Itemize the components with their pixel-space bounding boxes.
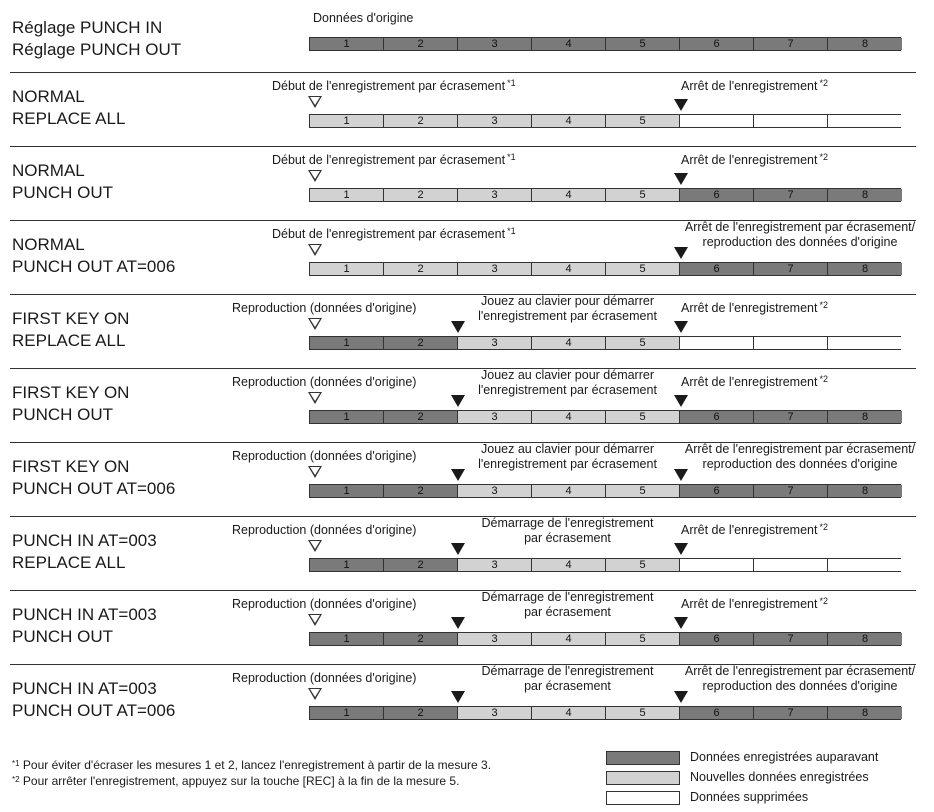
measure-segment: 2 [384,485,458,497]
measure-segment: 3 [458,38,532,50]
end-label [668,442,932,472]
measure-segment: 3 [458,115,532,127]
measure-segment: 8 [828,707,902,719]
row-title-line: Réglage PUNCH OUT [12,40,182,59]
start-marker-hollow-icon [308,392,322,404]
mode-row [0,146,934,220]
start-label-text: Reproduction (données d'origine) [232,671,417,685]
measure-segment [754,115,828,127]
start-label-text: Reproduction (données d'origine) [232,597,417,611]
start-marker-hollow-icon [308,96,322,108]
mid-label-line: Jouez au clavier pour démarrer [481,442,654,456]
start-label [232,301,416,316]
end-label [681,301,828,316]
end-label-text: Arrêt de l'enregistrement [681,523,818,537]
measure-segment: 6 [680,633,754,645]
measure-segment: 1 [310,485,384,497]
measure-segment: 2 [384,707,458,719]
measure-segment: 1 [310,115,384,127]
start-label-text: Début de l'enregistrement par écrasement [272,79,506,93]
start-label [272,227,516,242]
start-label-text: Reproduction (données d'origine) [232,449,417,463]
row-title-line: NORMAL [12,161,85,180]
row-title-line: PUNCH OUT AT=006 [12,479,176,498]
measure-segment: 2 [384,189,458,201]
measure-segment: 5 [606,633,680,645]
measure-bar [309,706,901,720]
footnote-ref: *2 [819,374,828,384]
row-title-line: PUNCH OUT AT=006 [12,701,176,720]
mode-row [0,220,934,294]
measure-segment: 4 [532,38,606,50]
start-label-text: Reproduction (données d'origine) [232,301,417,315]
start-label [272,79,516,94]
measure-segment: 2 [384,115,458,127]
end-label-text: Arrêt de l'enregistrement [681,79,818,93]
row-title [12,160,113,204]
end-label [681,597,828,612]
mid-label [460,516,675,546]
legend-swatch-del [606,791,680,805]
mode-row [0,72,934,146]
start-marker-hollow-icon [308,540,322,552]
start-label-text: Reproduction (données d'origine) [232,523,417,537]
start-label [232,671,416,686]
measure-segment: 3 [458,263,532,275]
mid-label [460,442,675,472]
row-title-line: PUNCH IN AT=003 [12,679,157,698]
end-label-line: reproduction des données d'origine [702,679,898,693]
measure-segment: 5 [606,559,680,571]
row-title-line: FIRST KEY ON [12,309,130,328]
legend-label: Nouvelles données enregistrées [690,770,869,784]
measure-segment: 3 [458,189,532,201]
end-label [681,153,828,168]
start-label-text: Début de l'enregistrement par écrasement [272,227,506,241]
mid-label-line: l'enregistrement par écrasement [478,309,657,323]
row-title-line: NORMAL [12,235,85,254]
footnote-text: Pour éviter d'écraser les mesures 1 et 2, lancez l'enregistrement à partir de la mesure 3. [19,758,492,772]
mode-row [0,516,934,590]
measure-bar [309,336,901,350]
row-title-line: PUNCH OUT [12,183,114,202]
measure-segment: 5 [606,189,680,201]
row-title [12,234,175,278]
start-marker-filled-icon [451,617,465,629]
measure-segment: 1 [310,559,384,571]
start-marker-filled-icon [451,321,465,333]
end-label [668,220,932,250]
mid-label-line: par écrasement [524,531,611,545]
measure-segment [680,559,754,571]
measure-segment: 8 [828,485,902,497]
measure-segment: 5 [606,411,680,423]
end-label-text: Arrêt de l'enregistrement [681,301,818,315]
measure-segment [754,559,828,571]
stop-marker-filled-icon [674,469,688,481]
row-title-line: Réglage PUNCH IN [12,18,163,37]
measure-segment: 2 [384,263,458,275]
end-label-line: Arrêt de l'enregistrement par écrasement/ [684,220,916,234]
measure-segment [828,559,902,571]
measure-bar [309,410,901,424]
stop-marker-filled-icon [674,691,688,703]
measure-segment: 4 [532,115,606,127]
legend-swatch-old [606,751,680,765]
measure-segment: 7 [754,189,828,201]
measure-segment: 6 [680,263,754,275]
start-marker-filled-icon [451,395,465,407]
measure-segment [828,337,902,349]
start-label [232,375,416,390]
start-marker-filled-icon [451,691,465,703]
measure-segment: 3 [458,485,532,497]
stop-marker-filled-icon [674,543,688,555]
stop-marker-filled-icon [674,99,688,111]
row-title-line: PUNCH OUT [12,405,114,424]
row-title-line: FIRST KEY ON [12,383,130,402]
mid-label-line: Démarrage de l'enregistrement [481,664,654,678]
measure-segment: 1 [310,38,384,50]
mid-label-line: par écrasement [524,679,611,693]
mid-label-line: Démarrage de l'enregistrement [481,516,654,530]
end-label-line: reproduction des données d'origine [702,457,898,471]
footnote-ref: *1 [507,226,516,236]
mid-label-line: l'enregistrement par écrasement [478,383,657,397]
measure-segment: 5 [606,485,680,497]
measure-segment: 1 [310,411,384,423]
mode-row [0,590,934,664]
measure-segment: 2 [384,38,458,50]
measure-segment: 6 [680,38,754,50]
measure-segment: 7 [754,707,828,719]
start-marker-filled-icon [451,543,465,555]
stop-marker-filled-icon [674,173,688,185]
start-marker-hollow-icon [308,318,322,330]
measure-segment: 2 [384,411,458,423]
mid-label [460,368,675,398]
row-title-line: PUNCH IN AT=003 [12,605,157,624]
measure-segment: 8 [828,633,902,645]
measure-segment: 1 [310,337,384,349]
mid-label [460,664,675,694]
footnote-ref: *2 [819,522,828,532]
measure-bar [309,114,901,128]
row-title-line: PUNCH OUT [12,627,114,646]
row-title [12,678,175,722]
mode-row [0,442,934,516]
start-label [232,523,416,538]
footnote-text: Pour arrêter l'enregistrement, appuyez sur la touche [REC] à la fin de la mesure 5. [19,774,460,788]
measure-segment: 4 [532,633,606,645]
legend-label: Données supprimées [690,790,809,804]
measure-bar [309,37,901,51]
measure-segment: 6 [680,485,754,497]
row-title [12,17,181,61]
measure-bar [309,262,901,276]
row-title [12,382,129,426]
measure-segment: 2 [384,337,458,349]
footnote-ref: *2 [819,152,828,162]
footnote-ref: *1 [507,152,516,162]
row-title-line: REPLACE ALL [12,109,126,128]
measure-segment: 8 [828,38,902,50]
legend-swatch-new [606,771,680,785]
measure-segment: 4 [532,189,606,201]
measure-segment: 5 [606,707,680,719]
end-label-text: Arrêt de l'enregistrement [681,153,818,167]
row-title [12,86,125,130]
start-marker-hollow-icon [308,170,322,182]
measure-segment: 4 [532,485,606,497]
end-label [681,79,828,94]
mode-row [0,368,934,442]
footnote-ref: *1 [507,78,516,88]
stop-marker-filled-icon [674,247,688,259]
end-label-text: Arrêt de l'enregistrement [681,375,818,389]
measure-segment: 8 [828,189,902,201]
measure-segment: 5 [606,38,680,50]
end-label [668,664,932,694]
start-label [232,597,416,612]
measure-segment: 7 [754,633,828,645]
measure-segment: 1 [310,707,384,719]
start-marker-filled-icon [451,469,465,481]
stop-marker-filled-icon [674,395,688,407]
measure-segment: 4 [532,263,606,275]
mid-label-line: Jouez au clavier pour démarrer [481,368,654,382]
footnote-ref: *2 [819,300,828,310]
measure-segment: 2 [384,633,458,645]
measure-segment: 5 [606,337,680,349]
mid-label-line: Jouez au clavier pour démarrer [481,294,654,308]
row-title-line: PUNCH IN AT=003 [12,531,157,550]
measure-bar [309,484,901,498]
end-label-line: Arrêt de l'enregistrement par écrasement/ [684,442,916,456]
measure-segment: 6 [680,707,754,719]
measure-segment: 8 [828,411,902,423]
mid-label-line: Démarrage de l'enregistrement [481,590,654,604]
header-row [0,0,934,74]
measure-segment [828,115,902,127]
start-marker-hollow-icon [308,466,322,478]
measure-segment: 4 [532,707,606,719]
stop-marker-filled-icon [674,321,688,333]
measure-segment: 3 [458,707,532,719]
start-marker-hollow-icon [308,614,322,626]
row-title-line: REPLACE ALL [12,331,126,350]
mode-row [0,294,934,368]
footnote [12,774,459,789]
start-label-text: Reproduction (données d'origine) [232,375,417,389]
measure-segment: 1 [310,263,384,275]
measure-segment [680,115,754,127]
mid-label [460,294,675,324]
row-title-line: NORMAL [12,87,85,106]
row-title-line: REPLACE ALL [12,553,126,572]
measure-segment: 3 [458,337,532,349]
row-title [12,456,175,500]
measure-segment: 5 [606,115,680,127]
end-label [681,523,828,538]
measure-segment: 1 [310,633,384,645]
footnote [12,758,491,773]
measure-segment: 7 [754,38,828,50]
measure-segment: 4 [532,559,606,571]
original-data-caption: Données d'origine [313,11,414,25]
mode-row [0,664,934,738]
end-label [681,375,828,390]
measure-segment: 1 [310,189,384,201]
row-title [12,308,129,352]
measure-segment: 2 [384,559,458,571]
footnote-ref: *2 [819,596,828,606]
measure-segment: 4 [532,411,606,423]
measure-segment: 5 [606,263,680,275]
start-label [232,449,416,464]
row-separator [10,146,916,147]
end-label-line: reproduction des données d'origine [702,235,898,249]
start-label-text: Début de l'enregistrement par écrasement [272,153,506,167]
measure-segment: 7 [754,485,828,497]
measure-segment [754,337,828,349]
row-title [12,530,157,574]
start-marker-hollow-icon [308,244,322,256]
measure-segment [680,337,754,349]
footnote-mark: *1 [12,759,20,768]
stop-marker-filled-icon [674,617,688,629]
measure-segment: 4 [532,337,606,349]
start-marker-hollow-icon [308,688,322,700]
measure-segment: 3 [458,633,532,645]
measure-segment: 3 [458,559,532,571]
row-separator [10,72,916,73]
measure-bar [309,188,901,202]
legend-label: Données enregistrées auparavant [690,750,879,764]
row-title-line: FIRST KEY ON [12,457,130,476]
measure-segment: 8 [828,263,902,275]
measure-segment: 7 [754,411,828,423]
measure-bar [309,632,901,646]
row-title-line: PUNCH OUT AT=006 [12,257,176,276]
mid-label-line: par écrasement [524,605,611,619]
end-label-text: Arrêt de l'enregistrement [681,597,818,611]
measure-segment: 6 [680,411,754,423]
measure-bar [309,558,901,572]
footnote-mark: *2 [12,775,20,784]
measure-segment: 6 [680,189,754,201]
end-label-line: Arrêt de l'enregistrement par écrasement/ [684,664,916,678]
measure-segment: 3 [458,411,532,423]
mid-label [460,590,675,620]
start-label [272,153,516,168]
footnote-ref: *2 [819,78,828,88]
measure-segment: 7 [754,263,828,275]
mid-label-line: l'enregistrement par écrasement [478,457,657,471]
row-title [12,604,157,648]
